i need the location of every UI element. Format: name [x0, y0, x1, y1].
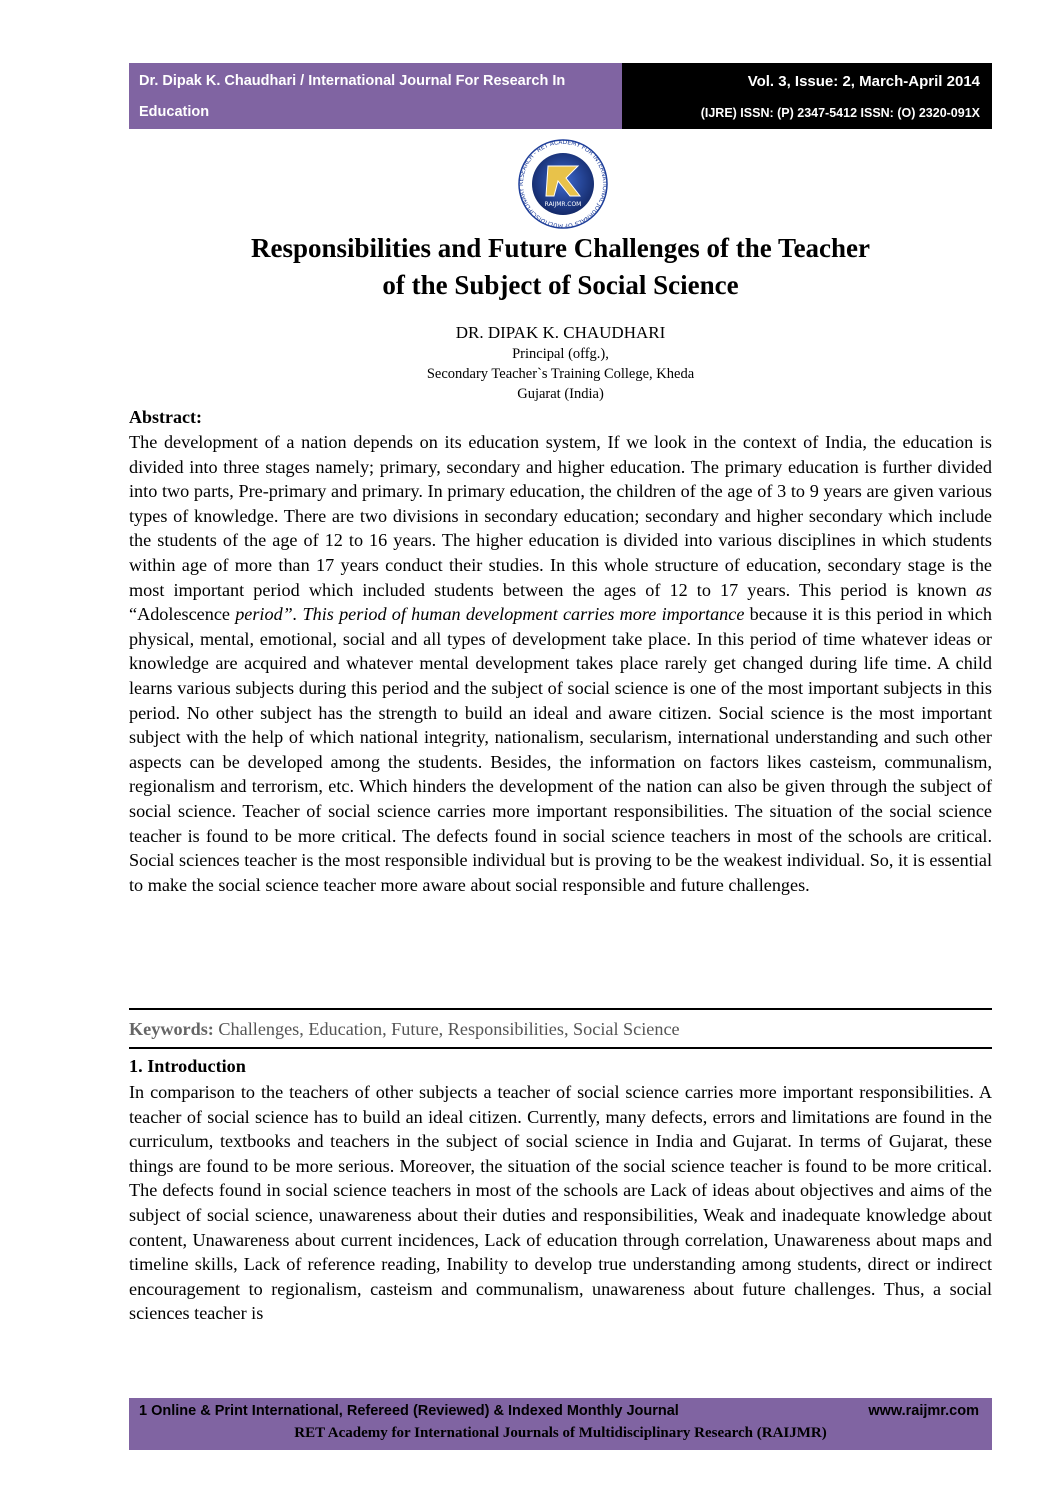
abstract-text-part2: “Adolescence [129, 604, 236, 625]
header-issn: (IJRE) ISSN: (P) 2347-5412 ISSN: (O) 2320-091X [700, 106, 980, 120]
footer-journal-line: 1 Online & Print International, Refereed (Reviewed) & Indexed Monthly Journal [139, 1403, 679, 1419]
logo-text: RAIJMR.COM [544, 201, 582, 208]
header-journal-banner [129, 63, 622, 129]
header-journal-line2: Education [139, 104, 210, 120]
abstract-italic-period: period”. This period of human development carries more importance [235, 604, 745, 625]
abstract-heading: Abstract: [129, 407, 202, 427]
keywords-top-rule [129, 1008, 992, 1010]
abstract-text-part3: because it is this period in which physical, mental, emotional, social and all types of development take place. In this period of time whatever ideas or knowledge are acquired and whatever mental development takes place rarely get changed during life time. A child learns various subjects during this period and the subject of social science is one of the most important subjects in this period. No other subject has the strength to build an ideal and aware citizen. Social science is the most important subject with the help of which national integrity, nationalism, secularism, international understanding and such other aspects can be developed among the students. Besides, the information on factors likes casteism, communalism, regionalism and terrorism, etc. Which hinders the development of the nation can also be given through the subject of social science. Teacher of social science carries more important responsibilities. The situation of the social science teacher is found to be more critical. The defects found in social science teachers in most of the schools are critical. Social sciences teacher is the most responsible individual but is proving to be the weakest individual. So, it is essential to make the social science teacher more aware about social responsible and future challenges. [129, 604, 992, 895]
keywords-bottom-rule [129, 1047, 992, 1049]
introduction-body: In comparison to the teachers of other subjects a teacher of social science carries more important responsibilities. A teacher of social science has to build an ideal citizen. Currently, many defects, errors and limitations are found in the curriculum, textbooks and teachers in the subject of social science in India and Gujarat. In terms of Gujarat, these things are found to be more serious. Moreover, the situation of the social science teacher is found to be more critical. The defects found in social science teachers in most of the schools are Lack of ideas about objectives and aims of the subject of social science, unawareness about their duties and responsibilities, Weak and inadequate knowledge about content, Unawareness about current incidences, Lack of education through correlation, Unawareness about maps and timeline skills, Lack of reference reading, Inability to develop true understanding among students, direct or indirect encouragement to regionalism, casteism and communalism, unawareness about future challenges. Thus, a social sciences teacher is [129, 1082, 992, 1324]
logo-ring-text: MULTIDISCIPLINARY RESEARCH - RET ACADEMY FOR INTERNATIONAL JOURNALS OF [518, 138, 609, 230]
paper-title: Responsibilities and Future Challenges of the Teacher of the Subject of Social Science [250, 233, 871, 300]
abstract-italic-as: as [975, 579, 992, 600]
header-journal-line1: Dr. Dipak K. Chaudhari / International Journal For Research In [139, 73, 566, 89]
author-block [129, 322, 992, 404]
affiliation-line1: Principal (offg.), [512, 346, 609, 362]
keywords-label: Keywords: [129, 1019, 214, 1039]
abstract-body [129, 430, 992, 897]
page-footer [129, 1398, 992, 1450]
author-name: DR. DIPAK K. CHAUDHARI [455, 323, 666, 342]
introduction-heading: 1. Introduction [129, 1056, 246, 1076]
header-volume-issue: Vol. 3, Issue: 2, March-April 2014 [747, 73, 980, 90]
header-issue-banner [622, 63, 992, 129]
affiliation-line2: Secondary Teacher`s Training College, Kheda [426, 366, 695, 382]
footer-url: www.raijmr.com [868, 1403, 979, 1419]
keywords-line [129, 1019, 680, 1040]
affiliation-line3: Gujarat (India) [517, 386, 604, 402]
abstract-text-part1: The development of a nation depends on its education system, If we look in the context of India, the education is divided into three stages namely; primary, secondary and higher education. The primary education is further divided into two parts, Pre-primary and primary. In primary education, the children of the age of 3 to 9 years are given various types of knowledge. There are two divisions in secondary education; secondary and higher secondary which include the students of the age of 12 to 16 years. The higher education is divided into various disciplines in which students within age of more than 17 years conduct their studies. In this whole structure of education, secondary stage is the most important period which included students between the ages of 12 to 17 years. This period is known [129, 432, 992, 600]
raijmr-logo [508, 136, 618, 232]
keywords-value: Challenges, Education, Future, Responsibilities, Social Science [213, 1019, 680, 1039]
footer-publisher: RET Academy for International Journals of Multidisciplinary Research (RAIJMR) [294, 1425, 827, 1441]
